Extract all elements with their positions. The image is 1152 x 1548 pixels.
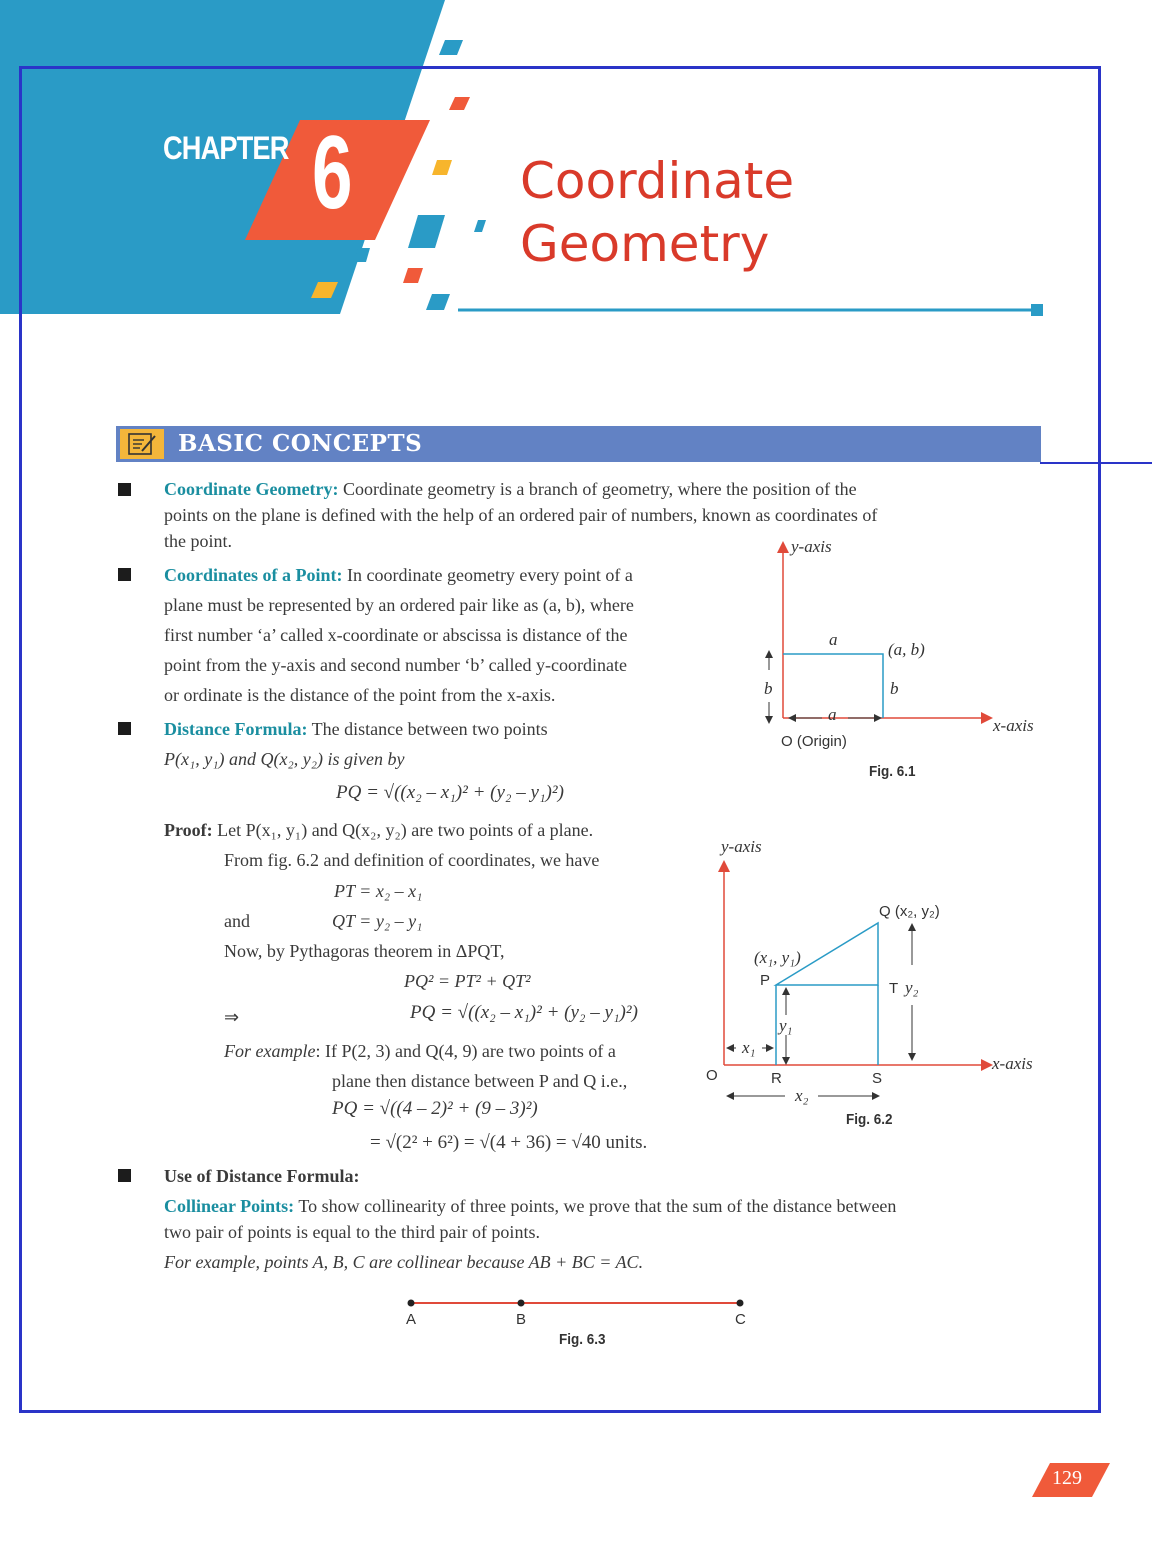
fig1-a-bottom: a: [828, 705, 837, 724]
fig2-s-label: S: [872, 1070, 883, 1087]
bullet-icon: [118, 568, 131, 581]
coord-point-line3: first number ‘a’ called x-coordinate or abscissa is distance of the: [164, 625, 628, 645]
fig1-x-axis-label: x-axis: [993, 716, 1034, 735]
example-line2: plane then distance between P and Q i.e.,: [332, 1071, 628, 1091]
section-title: BASIC CONCEPTS: [178, 430, 423, 457]
chapter-title-line1: Coordinate: [520, 152, 795, 210]
use-term: Use of Distance Formula:: [164, 1166, 360, 1186]
bullet-icon: [118, 1169, 131, 1182]
fig1-caption: Fig. 6.1: [869, 763, 916, 780]
proof-implies: ⇒: [224, 1007, 240, 1027]
fig2-y-axis-label: y-axis: [721, 837, 762, 856]
fig2-y1-label: y₁: [779, 1016, 793, 1035]
fig1-origin-label: O (Origin): [781, 733, 847, 750]
coord-point-line5: or ordinate is the distance of the point from the x-axis.: [164, 685, 556, 705]
proof-line2: From fig. 6.2 and definition of coordinates, we have: [224, 850, 600, 870]
fig1-y-axis-label: y-axis: [791, 537, 832, 556]
fig2-x1-label: x₁: [742, 1038, 756, 1057]
proof-now: Now, by Pythagoras theorem in ΔPQT,: [224, 941, 505, 961]
example-eq1: PQ = √((4 – 2)² + (9 – 3)²): [332, 1098, 538, 1119]
collinear-line2: two pair of points is equal to the third pair of points.: [164, 1222, 540, 1242]
bullet-icon: [118, 722, 131, 735]
coord-geom-line3: the point.: [164, 531, 232, 551]
proof-line1: [164, 815, 593, 845]
example-eq2: = √(2² + 6²) = √(4 + 36) = √40 units.: [370, 1132, 648, 1153]
notepad-icon: [120, 429, 164, 459]
fig1-b-right: b: [890, 679, 899, 698]
collinear-example-lead: For example,: [164, 1252, 260, 1272]
fig2-y2-label: y₂: [905, 978, 919, 997]
page-number: 129: [1052, 1467, 1082, 1489]
fig2-q-label: Q (x₂, y₂): [879, 903, 940, 920]
deco-block: [439, 40, 463, 55]
proof-pt: PT = x₂ – x₁: [334, 881, 423, 901]
fig2-p-coord: (x₁, y₁): [754, 948, 801, 967]
fig2-caption: Fig. 6.2: [846, 1111, 893, 1128]
collinear-example: [164, 1247, 643, 1277]
collinear-term: Collinear Points:: [164, 1196, 295, 1216]
fig2-r-label: R: [771, 1070, 782, 1087]
example-line1: [224, 1036, 616, 1066]
point-c: [737, 1300, 744, 1307]
coord-point-line4: point from the y-axis and second number ‘b’ called y-coordinate: [164, 655, 628, 675]
coord-point-line1: [164, 560, 633, 590]
section-bar-rule: [1040, 462, 1152, 464]
chapter-title-line2: Geometry: [520, 215, 770, 273]
example-lead: For example: [224, 1041, 316, 1061]
fig1-a-top: a: [829, 630, 838, 649]
distance-text: The distance between two points: [307, 719, 548, 739]
fig2-x-axis-label: x-axis: [992, 1054, 1033, 1073]
collinear-example-text: points A, B, C are collinear because AB + BC = AC.: [259, 1252, 644, 1272]
coord-point-text: In coordinate geometry every point of a: [342, 565, 633, 585]
distance-formula: PQ = √((x₂ – x₁)² + (y₂ – y₁)²): [336, 782, 564, 803]
proof-qt: QT = y₂ – y₁: [332, 911, 423, 931]
fig2-x2-label: x₂: [795, 1086, 809, 1105]
proof-pq: PQ = √((x₂ – x₁)² + (y₂ – y₁)²): [410, 1002, 638, 1023]
fig-6-2-diagram: [700, 855, 1000, 1115]
collinear-text: To show collinearity of three points, we prove that the sum of the distance between: [294, 1196, 897, 1216]
fig2-t-label: T: [889, 980, 899, 997]
bullet-icon: [118, 483, 131, 496]
coord-point-line2: plane must be represented by an ordered pair like as (a, b), where: [164, 595, 634, 615]
chapter-label: CHAPTER: [163, 130, 289, 166]
coord-geom-line2: points on the plane is defined with the help of an ordered pair of numbers, known as coordinates of: [164, 505, 878, 525]
proof-term: Proof:: [164, 820, 213, 840]
distance-term: Distance Formula:: [164, 719, 308, 739]
point-a: [408, 1300, 415, 1307]
point-b: [518, 1300, 525, 1307]
coord-geom-term: Coordinate Geometry:: [164, 479, 339, 499]
proof-text: Let P(x₁, y₁) and Q(x₂, y₂) are two points of a plane.: [212, 820, 594, 840]
fig3-caption: Fig. 6.3: [559, 1331, 606, 1348]
fig3-a-label: A: [406, 1311, 417, 1328]
distance-line2: P(x₁, y₁) and Q(x₂, y₂) is given by: [164, 749, 405, 769]
coord-geom-text: Coordinate geometry is a branch of geometry, where the position of the: [338, 479, 857, 499]
fig-6-3-diagram: [400, 1295, 760, 1315]
fig1-b-left: b: [764, 679, 773, 698]
proof-and: and: [224, 911, 250, 931]
fig3-b-label: B: [516, 1311, 527, 1328]
coord-point-term: Coordinates of a Point:: [164, 565, 343, 585]
chapter-number: 6: [312, 115, 353, 231]
distance-line1: [164, 714, 548, 744]
fig2-o-label: O: [706, 1067, 718, 1084]
fig1-point-label: (a, b): [888, 640, 925, 659]
fig2-p-label: P: [760, 972, 771, 989]
proof-pq2: PQ² = PT² + QT²: [404, 971, 531, 991]
fig3-c-label: C: [735, 1311, 746, 1328]
example-text: : If P(2, 3) and Q(4, 9) are two points of a: [315, 1041, 616, 1061]
